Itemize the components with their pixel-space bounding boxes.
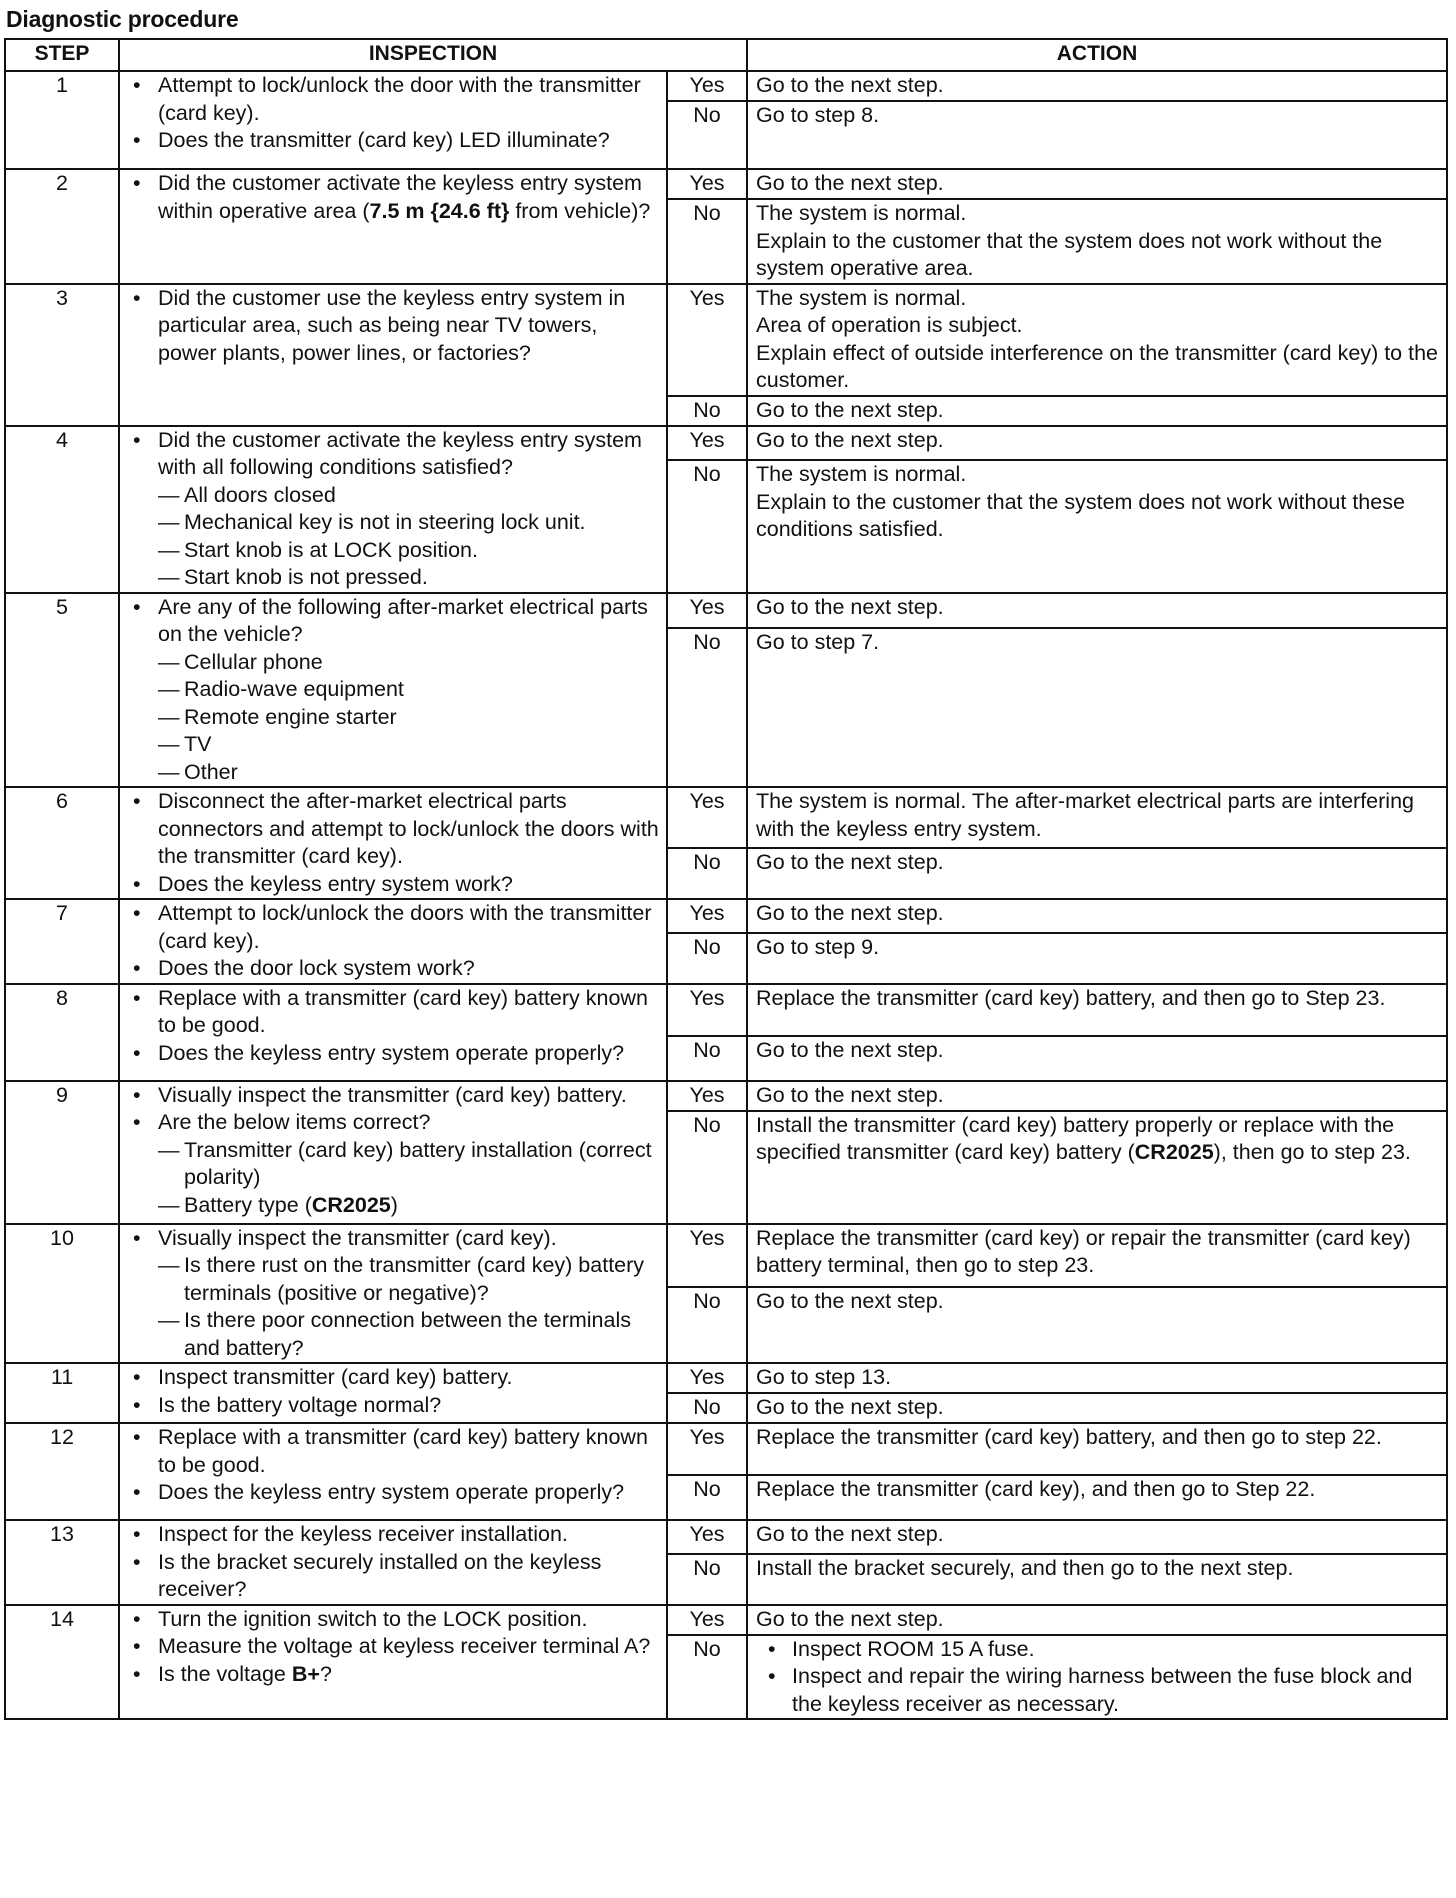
- table-row: [5, 169, 1447, 199]
- answer-no: No: [667, 628, 747, 787]
- condition-item: — Mechanical key is not in steering lock unit.: [158, 509, 660, 537]
- step-number: 8: [5, 984, 119, 1081]
- header-action: ACTION: [747, 39, 1447, 71]
- answer-no: No: [667, 199, 747, 284]
- action-text: Go to step 13.: [756, 1365, 892, 1389]
- action-cell: [747, 199, 1447, 284]
- condition-item: — Cellular phone: [158, 649, 660, 677]
- action-cell: [747, 1111, 1447, 1224]
- condition-item: — Transmitter (card key) battery installation (correct polarity): [158, 1137, 660, 1192]
- action-cell: [747, 1475, 1447, 1520]
- answer-no: No: [667, 1475, 747, 1520]
- inspection-item: [120, 427, 660, 592]
- answer-yes: Yes: [667, 1363, 747, 1393]
- inspection-item: [120, 1392, 660, 1420]
- page-title: Diagnostic procedure: [6, 6, 239, 32]
- inspection-text: Is the bracket securely installed on the keyless receiver?: [158, 1549, 602, 1601]
- inspection-cell: [119, 426, 667, 593]
- answer-no: No: [667, 1036, 747, 1081]
- answer-yes: Yes: [667, 984, 747, 1036]
- action-cell: [747, 899, 1447, 933]
- condition-item: — TV: [158, 731, 660, 759]
- condition-list: [158, 482, 660, 592]
- step-number: 11: [5, 1363, 119, 1423]
- step-number: 9: [5, 1081, 119, 1224]
- action-cell: [747, 1363, 1447, 1393]
- inspection-cell: [119, 1363, 667, 1423]
- action-text: The system is normal.: [756, 201, 967, 225]
- answer-yes: Yes: [667, 899, 747, 933]
- answer-yes: Yes: [667, 1520, 747, 1554]
- answer-no: No: [667, 848, 747, 899]
- inspection-text: Does the keyless entry system operate properly?: [158, 1040, 625, 1065]
- answer-no: No: [667, 1111, 747, 1224]
- action-text: Install the bracket securely, and then go to the next step.: [756, 1555, 1294, 1580]
- action-text: Go to the next step.: [756, 427, 944, 452]
- inspection-item: [120, 1424, 660, 1479]
- inspection-item: [120, 1521, 660, 1549]
- condition-item: — All doors closed: [158, 482, 660, 510]
- action-text: Go to step 9.: [756, 934, 880, 959]
- answer-no: No: [667, 1554, 747, 1605]
- action-text: Go to the next step.: [756, 1082, 944, 1107]
- inspection-text: Are the below items correct?: [158, 1110, 431, 1134]
- action-cell: [747, 1287, 1447, 1363]
- action-text: Go to step 8.: [756, 103, 880, 127]
- inspection-text: Visually inspect the transmitter (card key) battery.: [158, 1082, 627, 1107]
- action-cell: [747, 426, 1447, 461]
- inspection-text: Replace with a transmitter (card key) battery known to be good.: [158, 985, 648, 1037]
- action-cell: [747, 1635, 1447, 1720]
- action-bold-value: CR2025: [1134, 1140, 1214, 1164]
- inspection-text: Measure the voltage at keyless receiver terminal A?: [158, 1634, 651, 1658]
- table-row: [5, 1605, 1447, 1635]
- action-text: ), then go to step 23.: [1213, 1140, 1411, 1164]
- step-number: 4: [5, 426, 119, 593]
- answer-yes: Yes: [667, 1423, 747, 1475]
- inspection-text: Does the transmitter (card key) LED illuminate?: [158, 128, 610, 152]
- action-cell: [747, 460, 1447, 592]
- answer-no: No: [667, 396, 747, 426]
- answer-yes: Yes: [667, 71, 747, 101]
- inspection-cell: [119, 284, 667, 426]
- inspection-text: Does the keyless entry system work?: [158, 871, 513, 896]
- action-text: Explain to the customer that the system does not work without the system operative area.: [756, 228, 1383, 280]
- action-cell: [747, 787, 1447, 848]
- inspection-item: [120, 1661, 660, 1689]
- step-number: 2: [5, 169, 119, 284]
- action-text: Replace the transmitter (card key) or repair the transmitter (card key) battery terminal, then go to step 23.: [756, 1225, 1411, 1277]
- inspection-item: [120, 72, 660, 127]
- inspection-item: [120, 985, 660, 1040]
- inspection-item: [120, 1549, 660, 1604]
- inspection-item: [120, 1082, 660, 1110]
- action-cell: [747, 284, 1447, 396]
- action-text: Area of operation is subject.: [756, 313, 1023, 337]
- inspection-item: [120, 788, 660, 871]
- action-text: Go to the next step.: [756, 1395, 944, 1419]
- inspection-item: [120, 955, 660, 983]
- action-bullet: • Inspect ROOM 15 A fuse.: [756, 1636, 1442, 1664]
- inspection-text: Visually inspect the transmitter (card key).: [158, 1225, 557, 1250]
- inspection-text: from vehicle)?: [509, 198, 651, 223]
- answer-yes: Yes: [667, 1081, 747, 1111]
- action-text: Go to the next step.: [756, 1606, 944, 1631]
- inspection-item: [120, 127, 660, 155]
- action-cell: [747, 628, 1447, 787]
- action-text: The system is normal.: [756, 285, 967, 310]
- header-step: STEP: [5, 39, 119, 71]
- condition-bold-value: CR2025: [311, 1192, 391, 1217]
- action-cell: [747, 1036, 1447, 1081]
- action-text: Go to the next step.: [756, 1037, 944, 1062]
- step-number: 3: [5, 284, 119, 426]
- action-cell: [747, 984, 1447, 1036]
- answer-no: No: [667, 933, 747, 984]
- inspection-list: [120, 1364, 660, 1419]
- answer-yes: Yes: [667, 169, 747, 199]
- action-cell: [747, 71, 1447, 101]
- action-text: Go to the next step.: [756, 901, 944, 925]
- inspection-cell: [119, 984, 667, 1081]
- condition-item: — Start knob is not pressed.: [158, 564, 660, 592]
- condition-list: [158, 1137, 660, 1220]
- action-text: Explain to the customer that the system does not work without these conditions satisfied.: [756, 489, 1405, 542]
- inspection-list: [120, 1521, 660, 1604]
- step-number: 6: [5, 787, 119, 899]
- step-number: 10: [5, 1224, 119, 1364]
- inspection-text: Did the customer activate the keyless entry system within operative area (: [158, 171, 642, 223]
- action-cell: [747, 1605, 1447, 1635]
- table-row: [5, 1520, 1447, 1554]
- answer-no: No: [667, 101, 747, 169]
- inspection-list: [120, 788, 660, 898]
- table-row: [5, 71, 1447, 101]
- inspection-list: [120, 1082, 660, 1220]
- action-cell: [747, 1393, 1447, 1423]
- inspection-item: [120, 1109, 660, 1219]
- table-row: [5, 284, 1447, 396]
- table-row: [5, 1423, 1447, 1475]
- action-text: Go to the next step.: [756, 1289, 944, 1314]
- inspection-item: [120, 1364, 660, 1392]
- inspection-text: Does the keyless entry system operate properly?: [158, 1480, 625, 1504]
- inspection-item: [120, 871, 660, 899]
- condition-item: — Is there rust on the transmitter (card key) battery terminals (positive or negative)?: [158, 1252, 660, 1307]
- action-cell: [747, 593, 1447, 628]
- inspection-list: [120, 72, 660, 155]
- inspection-cell: [119, 1520, 667, 1605]
- table-row: [5, 1363, 1447, 1393]
- condition-list: [158, 649, 660, 787]
- inspection-cell: [119, 787, 667, 899]
- inspection-item: [120, 285, 660, 368]
- condition-item: — Other: [158, 759, 660, 787]
- answer-no: No: [667, 1287, 747, 1363]
- table-row: [5, 426, 1447, 461]
- answer-no: No: [667, 460, 747, 592]
- inspection-list: [120, 285, 660, 368]
- answer-yes: Yes: [667, 284, 747, 396]
- condition-item: — Start knob is at LOCK position.: [158, 537, 660, 565]
- action-cell: [747, 1423, 1447, 1475]
- action-cell: [747, 1520, 1447, 1554]
- action-text: The system is normal.: [756, 462, 967, 487]
- answer-yes: Yes: [667, 787, 747, 848]
- action-bullet: • Inspect and repair the wiring harness between the fuse block and the keyless receiver as necessary.: [756, 1663, 1442, 1718]
- inspection-list: [120, 985, 660, 1068]
- inspection-list: [120, 1606, 660, 1689]
- inspection-cell: [119, 593, 667, 788]
- action-text: Go to the next step.: [756, 397, 944, 422]
- step-number: 12: [5, 1423, 119, 1520]
- table-body: [5, 71, 1447, 1719]
- inspection-cell: [119, 169, 667, 284]
- action-cell: [747, 848, 1447, 899]
- table-row: [5, 593, 1447, 628]
- inspection-text: Inspect for the keyless receiver installation.: [158, 1522, 568, 1546]
- header-inspection: INSPECTION: [119, 39, 747, 71]
- inspection-item: [120, 594, 660, 787]
- action-text: The system is normal. The after-market electrical parts are interfering with the keyless entry system.: [756, 789, 1414, 841]
- inspection-text: Is the battery voltage normal?: [158, 1392, 442, 1417]
- action-cell: [747, 101, 1447, 169]
- inspection-item: [120, 170, 660, 225]
- inspection-cell: [119, 1224, 667, 1364]
- action-text: Explain effect of outside interference on the transmitter (card key) to the customer.: [756, 340, 1439, 392]
- table-header-row: [5, 39, 1447, 71]
- inspection-item: [120, 1040, 660, 1068]
- step-number: 13: [5, 1520, 119, 1605]
- inspection-text: ?: [319, 1661, 332, 1686]
- action-text: Go to the next step.: [756, 850, 944, 875]
- inspection-item: [120, 1225, 660, 1363]
- action-cell: [747, 933, 1447, 984]
- condition-list: [158, 1252, 660, 1362]
- answer-no: No: [667, 1393, 747, 1423]
- step-number: 5: [5, 593, 119, 788]
- action-cell: [747, 396, 1447, 426]
- step-number: 14: [5, 1605, 119, 1720]
- inspection-text: Did the customer use the keyless entry system in particular area, such as being near TV towers, power plants, power lines, or factories?: [158, 285, 626, 365]
- inspection-item: [120, 1606, 660, 1634]
- action-cell: [747, 1081, 1447, 1111]
- answer-yes: Yes: [667, 1224, 747, 1288]
- inspection-list: [120, 1225, 660, 1363]
- condition-item: — Radio-wave equipment: [158, 676, 660, 704]
- action-text: Go to the next step.: [756, 171, 944, 195]
- inspection-item: [120, 1633, 660, 1661]
- inspection-cell: [119, 1081, 667, 1224]
- action-cell: [747, 169, 1447, 199]
- inspection-text: Replace with a transmitter (card key) battery known to be good.: [158, 1425, 648, 1477]
- answer-yes: Yes: [667, 426, 747, 461]
- inspection-item: [120, 1479, 660, 1507]
- inspection-text: Turn the ignition switch to the LOCK position.: [158, 1606, 588, 1631]
- inspection-text: Is the voltage: [158, 1661, 292, 1686]
- table-row: [5, 1081, 1447, 1111]
- inspection-text: Are any of the following after-market electrical parts on the vehicle?: [158, 594, 648, 646]
- action-text: Replace the transmitter (card key) battery, and then go to step 22.: [756, 1425, 1382, 1449]
- inspection-cell: [119, 71, 667, 169]
- inspection-item: [120, 900, 660, 955]
- table-row: [5, 899, 1447, 933]
- action-cell: [747, 1554, 1447, 1605]
- condition-item: — Remote engine starter: [158, 704, 660, 732]
- inspection-bold-value: B+: [291, 1661, 320, 1686]
- condition-text: ): [390, 1192, 398, 1217]
- inspection-text: Inspect transmitter (card key) battery.: [158, 1365, 513, 1389]
- action-text: Go to the next step.: [756, 73, 944, 97]
- step-number: 1: [5, 71, 119, 169]
- inspection-cell: [119, 1423, 667, 1520]
- condition-item: [158, 1192, 660, 1220]
- inspection-text: Did the customer activate the keyless entry system with all following conditions satisfied?: [158, 427, 642, 479]
- table-row: [5, 1224, 1447, 1288]
- table-row: [5, 787, 1447, 848]
- inspection-list: [120, 900, 660, 983]
- inspection-cell: [119, 899, 667, 984]
- inspection-list: [120, 170, 660, 225]
- inspection-text: Does the door lock system work?: [158, 956, 475, 980]
- inspection-bold-value: 7.5 m {24.6 ft}: [369, 198, 510, 223]
- answer-no: No: [667, 1635, 747, 1720]
- answer-yes: Yes: [667, 593, 747, 628]
- action-text: Go to the next step.: [756, 1522, 944, 1546]
- action-text: Replace the transmitter (card key), and then go to Step 22.: [756, 1477, 1316, 1501]
- action-text: Install the transmitter (card key) battery properly or replace with the specified transmitter (card key) battery (: [756, 1112, 1395, 1164]
- condition-item: — Is there poor connection between the terminals and battery?: [158, 1307, 660, 1362]
- action-text: Replace the transmitter (card key) battery, and then go to Step 23.: [756, 985, 1386, 1010]
- inspection-list: [120, 1424, 660, 1507]
- condition-text: Battery type (: [184, 1192, 312, 1217]
- diagnostic-table: [4, 38, 1448, 1720]
- action-cell: [747, 1224, 1447, 1288]
- inspection-cell: [119, 1605, 667, 1720]
- step-number: 7: [5, 899, 119, 984]
- inspection-text: Disconnect the after-market electrical parts connectors and attempt to lock/unlock the doors with the transmitter (card key).: [158, 789, 659, 868]
- action-text: Go to step 7.: [756, 629, 880, 654]
- inspection-text: Attempt to lock/unlock the door with the transmitter (card key).: [158, 73, 641, 125]
- inspection-list: [120, 594, 660, 787]
- table-row: [5, 984, 1447, 1036]
- answer-yes: Yes: [667, 1605, 747, 1635]
- inspection-list: [120, 427, 660, 592]
- inspection-text: Attempt to lock/unlock the doors with the transmitter (card key).: [158, 901, 652, 953]
- action-text: Go to the next step.: [756, 594, 944, 619]
